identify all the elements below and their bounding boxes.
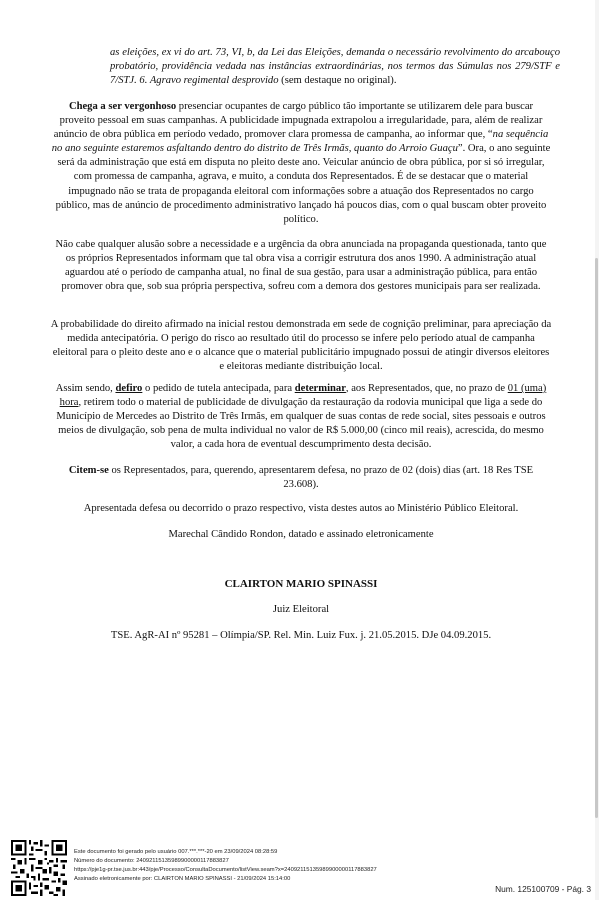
paragraph1-lead: Chega a ser vergonhoso — [68, 101, 177, 112]
footer-signed-by: Assinado eletronicamente por: CLAIRTON MARIO SPINASSI - 21/09/2024 15:14:00 — [74, 876, 291, 882]
paragraph1-italic-quote: na sequência no ano seguinte estaremos asfaltando dentro do distrito de Três Irmãs, quanto do Arroio Guaçu — [51, 129, 549, 155]
footer-generated-by: Este documento foi gerado pelo usuário 007.***.***-20 em 23/09/2024 08:28:59 — [74, 849, 278, 855]
paragraph-decisao — [50, 382, 552, 452]
paragraph1-text-b: ”. Ora, o ano seguinte será da administração que está em disputa no pleito deste ano. Veicular anúncio de obra pública, por si só irregular, com promessa de campanha, agrava, e muito, a conduta dos Representados. É de se destacar que o material impugnado não se trata de propaganda eleitoral com informações sobre a atuação dos Representados no cargo público, mas de anúncio de procedimento administrativo lançado há poucos dias, com o qual buscam obter proveito político. — [55, 143, 551, 225]
signatory-role: Juiz Eleitoral — [272, 604, 330, 615]
quoted-jurisprudence — [110, 46, 560, 88]
paragraph4-t4: , retirem todo o material de publicidade de divulgação da restauração da rodovia municipal que liga a sede do Município de Mercedes ao Distrito de Três Irmãs, em qualquer de suas contas de rede social, sites pessoais e outros meios de divulgação, sob pena de multa individual no valor de R$ 5.000,00 (cinco mil reais), acrescida, do mesmo valor, a cada hora de eventual descumprimento desta decisão. — [56, 397, 546, 451]
quote-italic-text: as eleições, ex vi do art. 73, VI, b, da Lei das Eleições, demanda o necessário revolvimento do arcabouço probatório, providência vedada nas instâncias extraordinárias, nos termos das Súmulas nos 279/STF e 7/STJ. 6. Agravo regimental desprovido — [110, 47, 560, 87]
paragraph-defesa: Apresentada defesa ou decorrido o prazo respectivo, vista destes autos ao Ministério Público Eleitoral. — [83, 503, 519, 514]
paragraph-local-data: Marechal Cândido Rondon, datado e assinado eletronicamente — [168, 529, 434, 540]
citem-se-keyword: Citem-se — [68, 465, 109, 476]
paragraph-urgencia: Não cabe qualquer alusão sobre a necessidade e a urgência da obra anunciada na propaganda questionada, tanto que os próprios Representados informam que tal obra visa a corrigir estrutura dos anos 1990. A administração atual aguardou até o período de campanha atual, no final de sua gestão, para usar a administração pública, para então promover obra que, sob sua própria perspectiva, sofreu com a demora dos gestores municipais para ser realizada. — [55, 239, 547, 293]
defiro-keyword: defiro — [115, 383, 143, 394]
paragraph5-text: os Representados, para, querendo, apresentarem defesa, no prazo de 02 (dois) dias (art. 18 Res TSE 23.608). — [108, 465, 534, 491]
prazo-deadline: 01 (uma) hora — [59, 383, 547, 409]
footer-document-number: Número do documento: 24092115135989900000117883827 — [74, 858, 229, 864]
determinar-keyword: determinar — [294, 383, 346, 394]
document-footer — [0, 832, 599, 900]
quote-tail: (sem destaque no original). — [278, 75, 397, 87]
page-number: Num. 125100709 - Pág. 3 — [495, 884, 591, 894]
footnote-reference: TSE. AgR-AI nº 95281 – Olímpia/SP. Rel. Min. Luiz Fux. j. 21.05.2015. DJe 04.09.2015. — [110, 630, 492, 641]
vertical-scrollbar[interactable] — [595, 0, 599, 900]
scrollbar-thumb[interactable] — [595, 258, 598, 818]
footer-metadata — [74, 848, 474, 884]
paragraph-citem-se — [50, 464, 552, 492]
paragraph4-t1: Assim sendo, — [55, 383, 116, 394]
paragraph1-text-a: presenciar ocupantes de cargo público tão importante se utilizarem dele para buscar proveito pessoal em suas campanhas. A publicidade impugnada extrapolou a irregularidade, para, além de realizar anúncio de obra pública em período vedado, promover clara promessa de campanha, ao informar que, “ — [53, 101, 543, 141]
paragraph4-t3: , aos Representados, que, no prazo de — [345, 383, 508, 394]
footer-document-url[interactable]: https://pje1g-pr.tse.jus.br:443/pje/Processo/ConsultaDocumento/listView.seam?x=24092115135989900000117883827 — [74, 867, 377, 873]
signatory-name: CLAIRTON MARIO SPINASSI — [224, 578, 378, 590]
paragraph-probabilidade: A probabilidade do direito afirmado na inicial restou demonstrada em sede de cognição preliminar, para apreciação da medida antecipatória. O perigo do risco ao resultado útil do processo se infere pelo período atual de campanha eleitoral para o pleito deste ano e o alcance que o material publicitário impugnado possui de atingir diversos eleitores e eleitoras mediante distribuição local. — [50, 319, 552, 373]
paragraph4-t2: o pedido de tutela antecipada, para — [142, 383, 295, 394]
qr-code-icon — [11, 840, 67, 896]
paragraph-vergonhoso — [50, 100, 552, 227]
